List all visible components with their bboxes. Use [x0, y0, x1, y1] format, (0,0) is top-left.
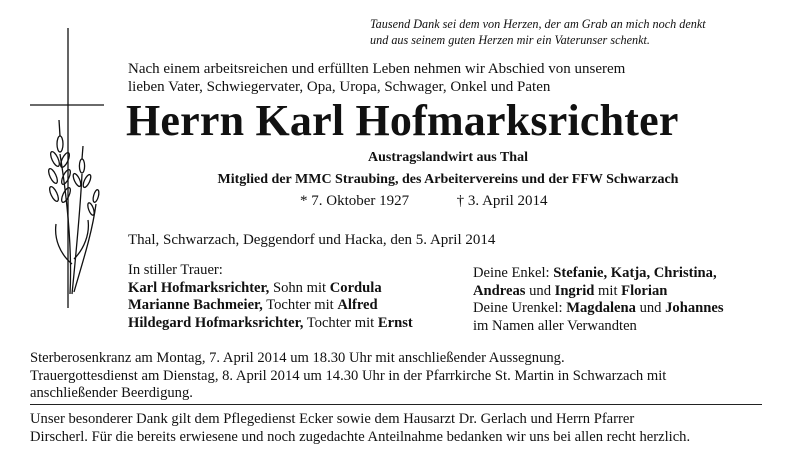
role-occupation: Austragslandwirt aus Thal	[367, 150, 528, 165]
mourners-right	[473, 265, 724, 335]
intro-line-1: Nach einem arbeitsreichen und erfüllten Leben nehmen wir Abschied von unserem	[128, 61, 626, 77]
intro-text	[128, 60, 768, 96]
thanks-line-2: Dirscherl. Für die bereits erwiesene und noch zugedachte Anteilnahme bedanken wir uns bei allen recht herzlich.	[30, 428, 691, 445]
mourner-line-1: Karl Hofmarksrichter, Sohn mit Cordula	[128, 279, 382, 296]
death-date: † 3. April 2014	[456, 193, 548, 209]
grandchildren-line-2: Andreas und Ingrid mit Florian	[473, 282, 668, 299]
deceased-name: Herrn Karl Hofmarksrichter	[126, 96, 679, 145]
grandchildren-line-1: Deine Enkel: Stefanie, Katja, Christina,	[473, 265, 717, 281]
birth-date: * 7. Oktober 1927	[300, 193, 410, 209]
quote-line-2: und aus seinem guten Herzen mir ein Vaterunser schenkt.	[370, 33, 650, 47]
services-line-3: anschließender Beerdigung.	[30, 385, 193, 401]
thanks-line-1: Unser besonderer Dank gilt dem Pflegedienst Ecker sowie dem Hausarzt Dr. Gerlach und Herrn Pfarrer	[30, 411, 635, 427]
divider-line	[30, 404, 762, 405]
services-line-1: Sterberosenkranz am Montag, 7. April 2014 um 18.30 Uhr mit anschließender Aussegnung.	[30, 350, 565, 366]
quote-line-1: Tausend Dank sei dem von Herzen, der am Grab an mich noch denkt	[370, 17, 706, 31]
life-dates	[300, 193, 548, 210]
mourners-heading: In stiller Trauer:	[128, 262, 223, 278]
relatives-line: im Namen aller Verwandten	[473, 317, 637, 334]
thanks-text	[30, 411, 762, 446]
mourner-line-2: Marianne Bachmeier, Tochter mit Alfred	[128, 297, 378, 313]
memorial-quote	[370, 16, 770, 48]
mourner-line-3: Hildegard Hofmarksrichter, Tochter mit Ernst	[128, 314, 413, 331]
role-memberships: Mitglied der MMC Straubing, des Arbeitervereins und der FFW Schwarzach	[217, 172, 679, 187]
cross-with-wheat-icon	[20, 24, 120, 324]
place-and-date: Thal, Schwarzach, Deggendorf und Hacka, den 5. April 2014	[128, 232, 496, 248]
great-grandchildren-line: Deine Urenkel: Magdalena und Johannes	[473, 300, 724, 316]
mourners-left	[128, 262, 413, 332]
intro-line-2: lieben Vater, Schwiegervater, Opa, Uropa, Schwager, Onkel und Paten	[128, 79, 551, 95]
services-line-2: Trauergottesdienst am Dienstag, 8. April 2014 um 14.30 Uhr in der Pfarrkirche St. Martin in Schwarzach mit	[30, 367, 667, 384]
services-text	[30, 350, 762, 403]
